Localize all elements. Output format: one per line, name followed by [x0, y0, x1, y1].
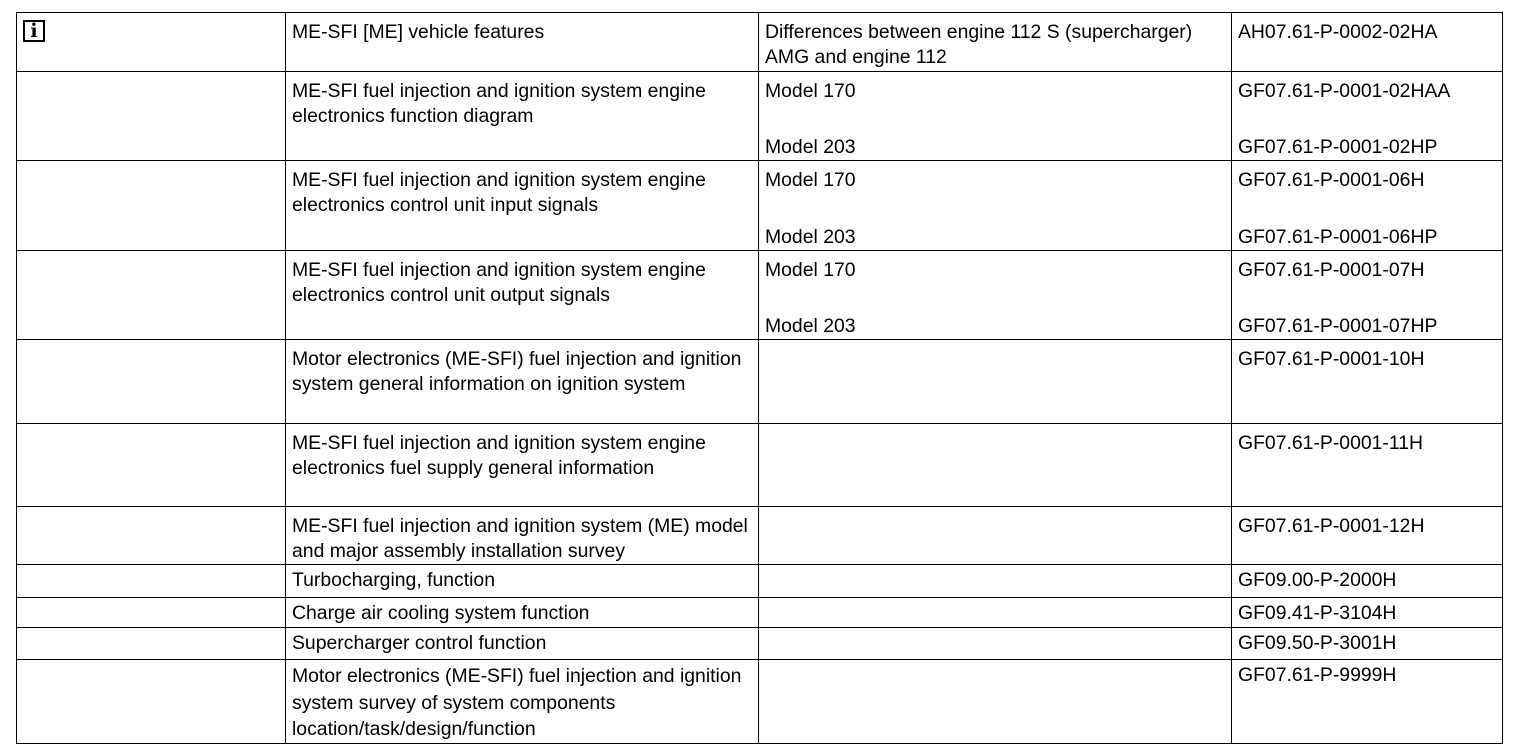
document-title: Charge air cooling system function	[286, 598, 759, 628]
table-row	[17, 565, 1503, 598]
table-row	[17, 628, 1503, 660]
empty-cell	[759, 565, 1232, 598]
empty-cell	[759, 507, 1232, 565]
icon-cell	[17, 565, 286, 598]
document-reference[interactable]: GF07.61-P-0001-06HP	[1238, 226, 1438, 248]
empty-cell	[759, 660, 1232, 744]
empty-cell	[759, 424, 1232, 507]
empty-cell	[759, 628, 1232, 660]
empty-cell	[759, 340, 1232, 424]
icon-cell	[17, 507, 286, 565]
model-label: Model 203	[765, 226, 856, 248]
document-title: Turbocharging, function	[286, 565, 759, 598]
document-reference[interactable]: GF07.61-P-0001-10H	[1232, 340, 1503, 424]
table-row	[17, 251, 1503, 340]
document-reference[interactable]: GF07.61-P-0001-07HP	[1238, 315, 1438, 337]
document-title: Supercharger control function	[286, 628, 759, 660]
table-row	[17, 598, 1503, 628]
table-row	[17, 507, 1503, 565]
model-label: Model 170	[765, 169, 856, 191]
document-reference[interactable]: GF09.41-P-3104H	[1232, 598, 1503, 628]
document-title: ME-SFI fuel injection and ignition system engine electronics control unit output signals	[286, 251, 759, 340]
icon-cell	[17, 660, 286, 744]
table-row	[17, 424, 1503, 507]
document-reference[interactable]: GF07.61-P-9999H	[1232, 660, 1503, 744]
reference-list	[1232, 251, 1503, 340]
document-reference[interactable]: GF07.61-P-0001-02HAA	[1238, 80, 1451, 102]
document-title: Motor electronics (ME-SFI) fuel injection and ignition system general information on ignition system	[286, 340, 759, 424]
model-list	[759, 251, 1232, 340]
icon-cell	[17, 340, 286, 424]
document-title: ME-SFI fuel injection and ignition system (ME) model and major assembly installation survey	[286, 507, 759, 565]
table-row	[17, 340, 1503, 424]
reference-table	[16, 12, 1503, 744]
table-row	[17, 161, 1503, 251]
model-list	[759, 72, 1232, 161]
icon-cell	[17, 251, 286, 340]
model-label: Model 203	[765, 136, 856, 158]
icon-cell	[17, 628, 286, 660]
document-title: Motor electronics (ME-SFI) fuel injection and ignition system survey of system components location/task/design/function	[286, 660, 759, 744]
document-reference[interactable]: AH07.61-P-0002-02HA	[1232, 13, 1503, 72]
document-title: ME-SFI fuel injection and ignition system engine electronics fuel supply general information	[286, 424, 759, 507]
reference-list	[1232, 161, 1503, 251]
document-reference[interactable]: GF07.61-P-0001-02HP	[1238, 136, 1438, 158]
empty-cell	[759, 598, 1232, 628]
model-label: Model 170	[765, 259, 856, 281]
icon-cell	[17, 161, 286, 251]
model-label: Model 170	[765, 80, 856, 102]
model-list	[759, 161, 1232, 251]
document-title: ME-SFI fuel injection and ignition system engine electronics control unit input signals	[286, 161, 759, 251]
document-reference[interactable]: GF09.50-P-3001H	[1232, 628, 1503, 660]
document-note: Differences between engine 112 S (supercharger) AMG and engine 112	[759, 13, 1232, 72]
document-reference[interactable]: GF07.61-P-0001-07H	[1238, 259, 1425, 281]
reference-list	[1232, 72, 1503, 161]
document-reference[interactable]: GF07.61-P-0001-11H	[1232, 424, 1503, 507]
icon-cell	[17, 13, 286, 72]
info-icon: i	[23, 20, 45, 42]
icon-cell	[17, 72, 286, 161]
icon-cell	[17, 598, 286, 628]
table-row	[17, 13, 1503, 72]
document-reference[interactable]: GF09.00-P-2000H	[1232, 565, 1503, 598]
document-reference[interactable]: GF07.61-P-0001-12H	[1232, 507, 1503, 565]
model-label: Model 203	[765, 315, 856, 337]
document-reference[interactable]: GF07.61-P-0001-06H	[1238, 169, 1425, 191]
icon-cell	[17, 424, 286, 507]
table-row	[17, 72, 1503, 161]
table-row	[17, 660, 1503, 744]
document-title: ME-SFI [ME] vehicle features	[286, 13, 759, 72]
document-title: ME-SFI fuel injection and ignition system engine electronics function diagram	[286, 72, 759, 161]
